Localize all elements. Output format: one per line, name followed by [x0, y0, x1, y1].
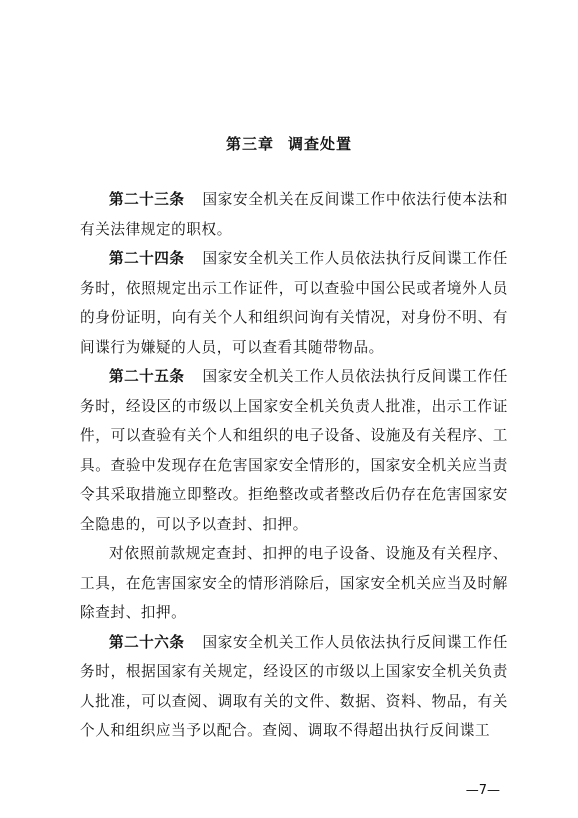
paragraph-article-24	[80, 244, 508, 362]
paragraph-article-25	[80, 362, 508, 539]
paragraph-article-23	[80, 185, 508, 244]
paragraph-article-25-second-clause	[80, 539, 508, 628]
article-text: 对依照前款规定查封、扣押的电子设备、设施及有关程序、工具，在危害国家安全的情形消除后，国家安全机关应当及时解除查封、扣押。	[80, 545, 508, 621]
article-number: 第二十三条	[109, 191, 185, 208]
document-body	[80, 185, 508, 746]
article-text: 国家安全机关工作人员依法执行反间谍工作任务时，依照规定出示工作证件，可以查验中国公民或者境外人员的身份证明，向有关个人和组织问询有关情况，对身份不明、有间谍行为嫌疑的人员，可以查看其随带物品。	[80, 250, 508, 356]
article-text: 国家安全机关在反间谍工作中依法行使本法和有关法律规定的职权。	[80, 191, 508, 238]
chapter-title: 调查处置	[288, 135, 353, 153]
article-number: 第二十五条	[109, 368, 185, 385]
chapter-heading	[0, 133, 578, 154]
article-number: 第二十六条	[109, 633, 185, 651]
article-text: 国家安全机关工作人员依法执行反间谍工作任务时，经设区的市级以上国家安全机关负责人批准，出示工作证件，可以查验有关个人和组织的电子设备、设施及有关程序、工具。查验中发现存在危害国家安全情形的，国家安全机关应当责令其采取措施立即整改。拒绝整改或者整改后仍存在危害国家安全隐患的，可以予以查封、扣押。	[80, 368, 508, 533]
paragraph-article-26	[80, 628, 508, 746]
article-text: 国家安全机关工作人员依法执行反间谍工作任务时，根据国家有关规定，经设区的市级以上国家安全机关负责人批准，可以查阅、调取有关的文件、数据、资料、物品，有关个人和组织应当予以配合。查阅、调取不得超出执行反间谍工	[80, 633, 508, 739]
chapter-number: 第三章	[225, 135, 274, 153]
page-number: —7—	[465, 783, 500, 798]
article-number: 第二十四条	[109, 250, 185, 267]
